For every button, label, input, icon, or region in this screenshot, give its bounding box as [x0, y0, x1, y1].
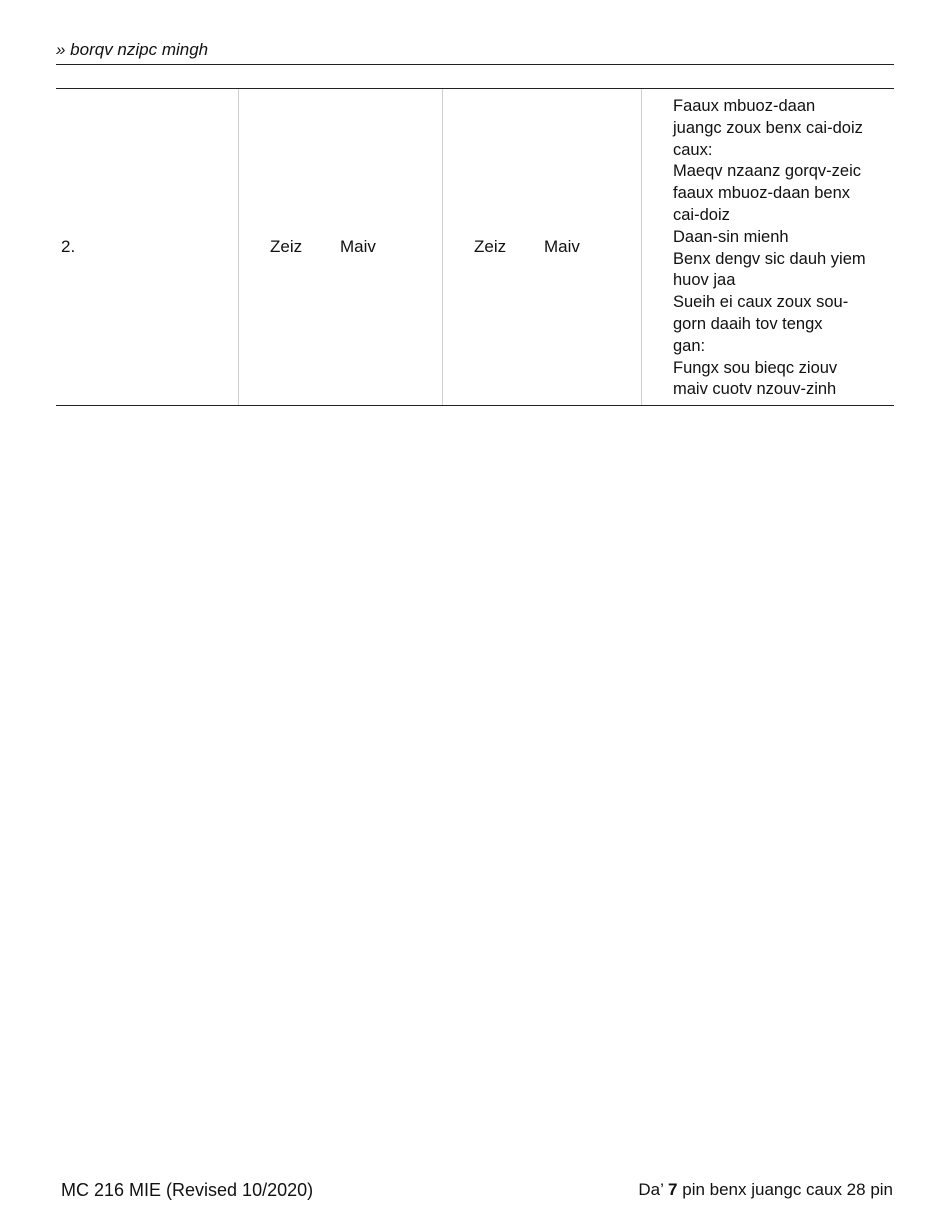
notes-line: Fungx sou bieqc ziouv — [673, 358, 838, 377]
notes-line: caux: — [673, 140, 713, 159]
notes-line: huov jaa — [673, 271, 736, 290]
notes-line: gan: — [673, 336, 706, 355]
notes-line: Maeqv nzaanz gorqv-zeic — [673, 162, 862, 181]
page-number: 7 — [668, 1180, 678, 1199]
choice-a-cell — [239, 89, 443, 405]
form-table — [56, 88, 894, 406]
notes-line: Daan-sin mienh — [673, 227, 789, 246]
page-header — [56, 38, 894, 65]
notes-list — [673, 96, 891, 401]
notes-line: Benx dengv sic dauh yiem — [673, 249, 866, 268]
choice-b-cell — [443, 89, 642, 405]
notes-line: Faaux mbuoz-daan — [673, 97, 816, 115]
notes-line: faaux mbuoz-daan benx — [673, 184, 851, 203]
notes-line: gorn daaih tov tengx — [673, 314, 823, 333]
form-id: MC 216 MIE (Revised 10/2020) — [61, 1180, 314, 1200]
choice-a-no[interactable]: Maiv — [340, 237, 376, 256]
notes-cell — [642, 89, 894, 405]
page-suffix: pin benx juangc caux 28 pin — [682, 1180, 893, 1199]
page-prefix: Da’ — [638, 1180, 664, 1199]
page-indicator — [638, 1180, 893, 1200]
notes-line: maiv cuotv nzouv-zinh — [673, 380, 837, 399]
choice-a-yes[interactable]: Zeiz — [270, 237, 303, 256]
choice-b-no[interactable]: Maiv — [544, 237, 580, 256]
notes-line: cai-doiz — [673, 205, 730, 224]
row-number: 2. — [61, 237, 76, 256]
notes-line: Sueih ei caux zoux sou- — [673, 293, 849, 312]
notes-line: juangc zoux benx cai-doiz — [673, 118, 863, 137]
row-number-cell — [56, 89, 239, 405]
section-title: » borqv nzipc mingh — [56, 40, 209, 59]
choice-b-yes[interactable]: Zeiz — [474, 237, 507, 256]
